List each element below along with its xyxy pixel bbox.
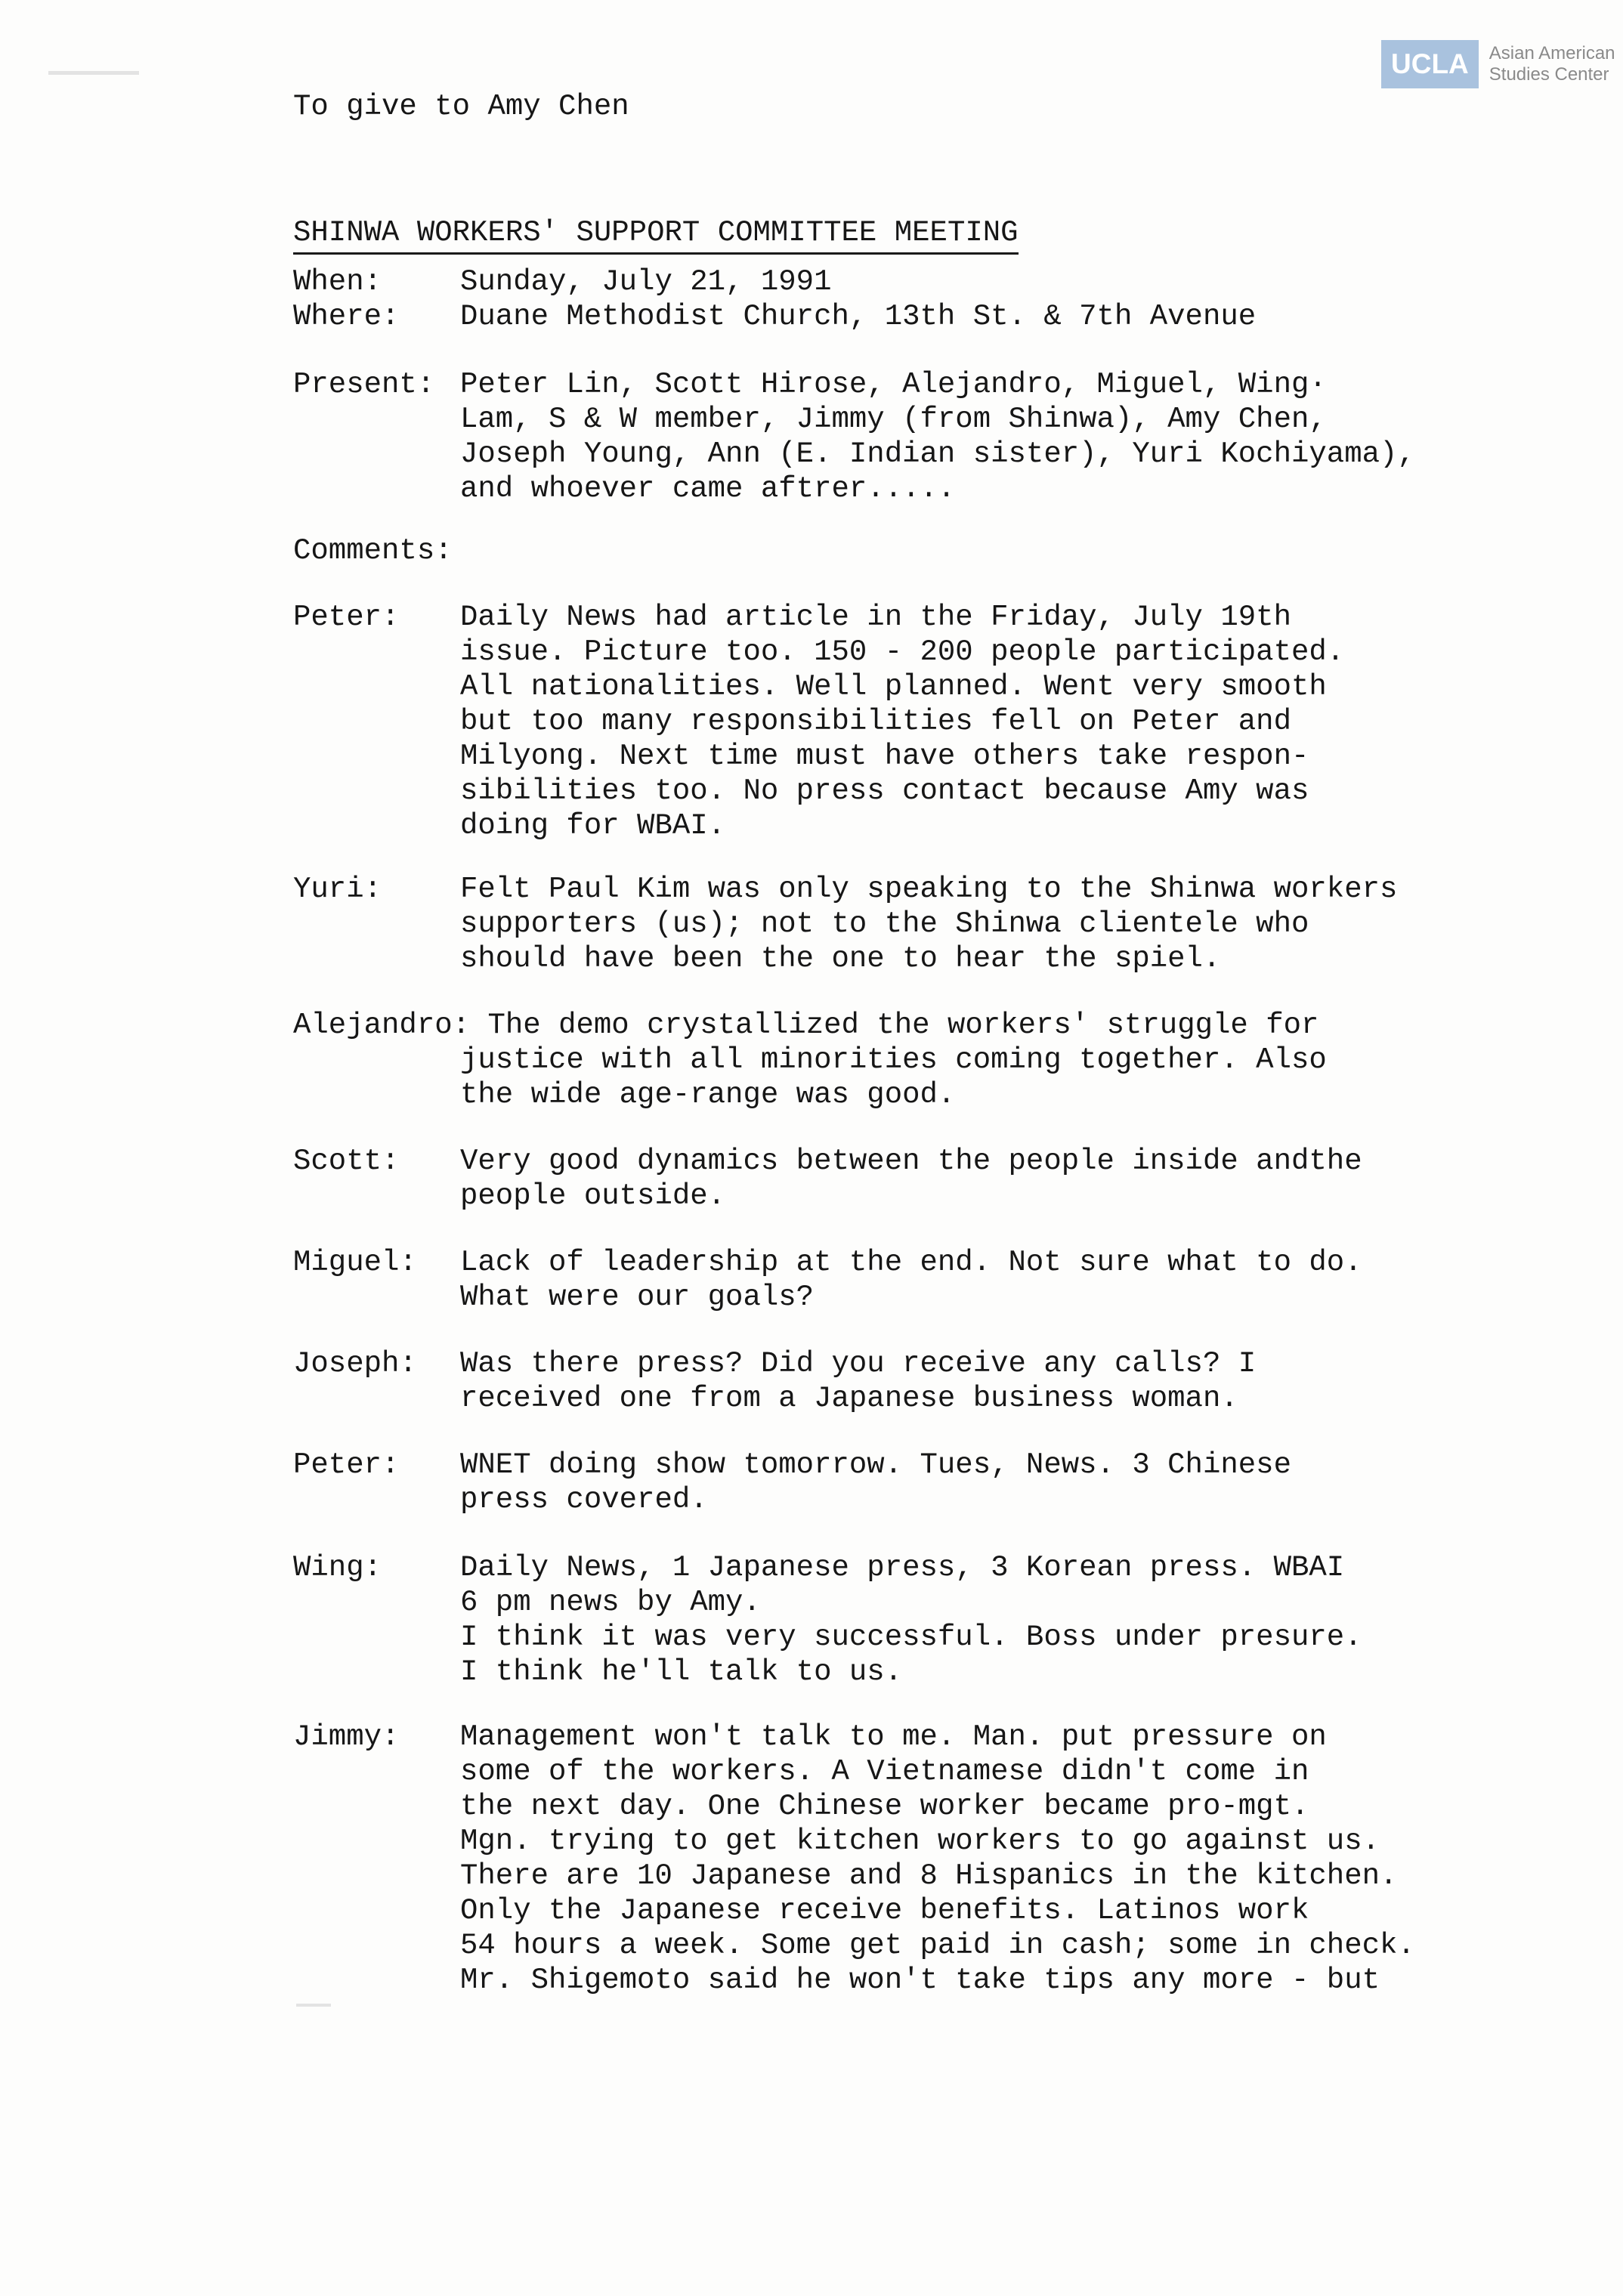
- speaker-label: Joseph:: [293, 1347, 417, 1380]
- present-names: [460, 367, 1415, 506]
- comment-line: the next day. One Chinese worker became pro-mgt.: [460, 1790, 1309, 1823]
- ucla-aasc-logo: [1381, 39, 1615, 89]
- speaker-label: Peter:: [293, 1448, 400, 1482]
- comment-line: Very good dynamics between the people inside andthe: [460, 1145, 1362, 1178]
- present-label: Present:: [293, 368, 435, 401]
- comment-line: Management won't talk to me. Man. put pressure on: [460, 1720, 1327, 1754]
- when-value: Sunday, July 21, 1991: [460, 265, 832, 298]
- logo-text: [1489, 43, 1615, 85]
- comment-line: Mr. Shigemoto said he won't take tips any more - but: [460, 1964, 1380, 1997]
- comment-entry-alejandro: [293, 1008, 1327, 1112]
- speaker-label: Alejandro:: [293, 1009, 471, 1042]
- comment-line: Milyong. Next time must have others take respon-: [460, 740, 1309, 773]
- comment-line: Daily News, 1 Japanese press, 3 Korean press. WBAI: [460, 1551, 1345, 1584]
- comment-line: supporters (us); not to the Shinwa clientele who: [460, 907, 1309, 941]
- speaker-label: Wing:: [293, 1551, 382, 1584]
- speaker-label: Peter:: [293, 601, 400, 634]
- present-line: and whoever came aftrer.....: [460, 472, 956, 505]
- comment-line: some of the workers. A Vietnamese didn't come in: [460, 1755, 1309, 1788]
- comments-heading: Comments:: [293, 534, 453, 567]
- comment-line: sibilities too. No press contact because Amy was: [460, 774, 1309, 808]
- comment-line: Felt Paul Kim was only speaking to the Shinwa workers: [460, 873, 1398, 906]
- comment-text: [460, 872, 1397, 976]
- comment-line: Only the Japanese receive benefits. Latinos work: [460, 1894, 1309, 1927]
- comment-text: [460, 1448, 1291, 1517]
- comment-line: the wide age-range was good.: [460, 1078, 956, 1111]
- comment-line: I think he'll talk to us.: [460, 1655, 903, 1689]
- comment-line: justice with all minorities coming together. Also: [460, 1043, 1327, 1077]
- present-line: Peter Lin, Scott Hirose, Alejandro, Miguel, Wing·: [460, 368, 1327, 401]
- speaker-label: Jimmy:: [293, 1720, 400, 1754]
- comment-text: [460, 1550, 1362, 1689]
- comment-line: received one from a Japanese business woman.: [460, 1382, 1238, 1415]
- comment-line: 6 pm news by Amy.: [460, 1586, 761, 1619]
- comment-line: issue. Picture too. 150 - 200 people participated.: [460, 635, 1345, 669]
- comment-line: The demo crystallized the workers' struggle for: [487, 1009, 1319, 1042]
- comment-text: [460, 1720, 1415, 1998]
- scan-smudge: [48, 71, 139, 75]
- comment-line: Mgn. trying to get kitchen workers to go against us.: [460, 1825, 1380, 1858]
- comment-line: 54 hours a week. Some get paid in cash; some in check.: [460, 1929, 1415, 1962]
- comment-line: should have been the one to hear the spiel.: [460, 942, 1221, 975]
- handover-note: To give to Amy Chen: [293, 90, 629, 123]
- comment-text: [460, 600, 1344, 843]
- comment-line: people outside.: [460, 1179, 726, 1213]
- comment-line: Was there press? Did you receive any calls? I: [460, 1347, 1257, 1380]
- comment-line: press covered.: [460, 1483, 708, 1516]
- speaker-label: Miguel:: [293, 1246, 417, 1279]
- meeting-title: SHINWA WORKERS' SUPPORT COMMITTEE MEETING: [293, 215, 1019, 255]
- comment-line: WNET doing show tomorrow. Tues, News. 3 Chinese: [460, 1448, 1291, 1482]
- comment-line: but too many responsibilities fell on Peter and: [460, 705, 1291, 738]
- comment-line: There are 10 Japanese and 8 Hispanics in the kitchen.: [460, 1859, 1398, 1893]
- present-line: Joseph Young, Ann (E. Indian sister), Yuri Kochiyama),: [460, 437, 1415, 471]
- when-label: When:: [293, 265, 382, 298]
- comment-line: I think it was very successful. Boss under presure.: [460, 1621, 1362, 1654]
- where-label: Where:: [293, 300, 400, 333]
- comment-line: All nationalities. Well planned. Went very smooth: [460, 670, 1327, 703]
- comment-line: Daily News had article in the Friday, July 19th: [460, 601, 1291, 634]
- logo-line-1: Asian American: [1489, 43, 1615, 63]
- logo-box: UCLA: [1381, 40, 1479, 88]
- speaker-label: Yuri:: [293, 873, 382, 906]
- comment-text: [460, 1346, 1256, 1416]
- logo-line-2: Studies Center: [1489, 64, 1609, 85]
- comment-first-line: [293, 1008, 1327, 1043]
- present-line: Lam, S & W member, Jimmy (from Shinwa), Amy Chen,: [460, 403, 1327, 436]
- scan-smudge: [296, 2004, 331, 2007]
- where-value: Duane Methodist Church, 13th St. & 7th Avenue: [460, 300, 1257, 333]
- comment-line: What were our goals?: [460, 1281, 815, 1314]
- comment-text: [460, 1144, 1362, 1213]
- comment-line: Lack of leadership at the end. Not sure what to do.: [460, 1246, 1362, 1279]
- comment-text: [460, 1245, 1362, 1315]
- speaker-label: Scott:: [293, 1145, 400, 1178]
- comment-line: doing for WBAI.: [460, 809, 726, 842]
